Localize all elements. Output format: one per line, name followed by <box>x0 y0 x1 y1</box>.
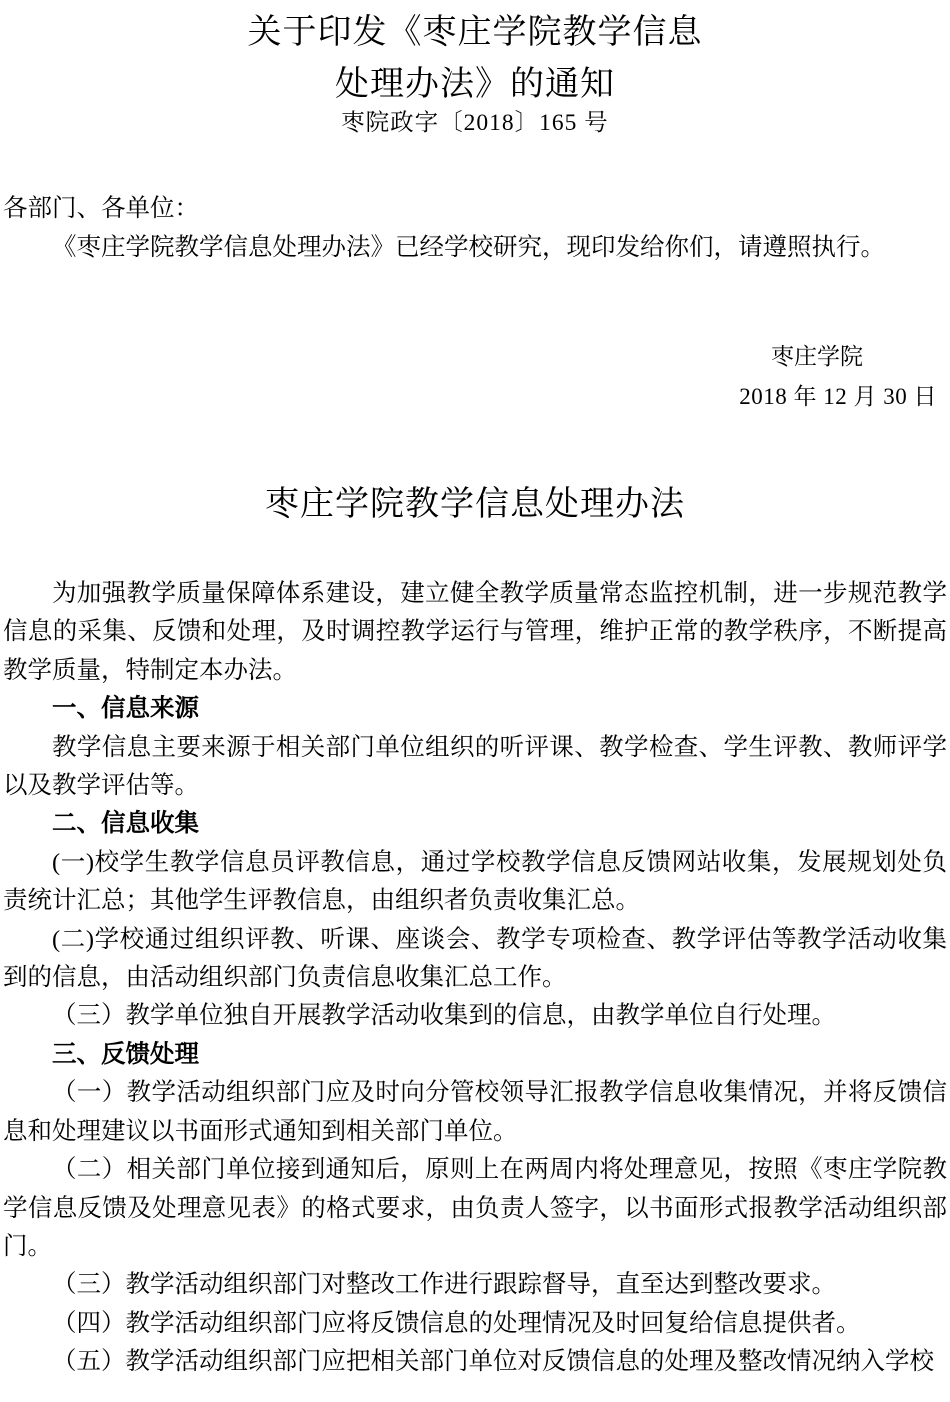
section-heading: 二、信息收集 <box>52 810 199 838</box>
notice-title-line2: 处理办法》的通知 <box>335 65 615 103</box>
body-paragraph: 为加强教学质量保障体系建设，建立健全教学质量常态监控机制，进一步规范教学信息的采集、反馈和处理，及时调控教学运行与管理，维护正常的教学秩序，不断提高教学质量，特制定本办法。 <box>3 580 947 684</box>
body-paragraph: （五）教学活动组织部门应把相关部门单位对反馈信息的处理及整改情况纳入学校 <box>52 1348 934 1376</box>
section-heading: 一、信息来源 <box>52 695 199 723</box>
body-paragraphs <box>3 575 947 1382</box>
body-paragraph: （二）相关部门单位接到通知后，原则上在两周内将处理意见，按照《枣庄学院教学信息反馈及处理意见表》的格式要求，由负责人签字，以书面形式报教学活动组织部门。 <box>3 1156 947 1260</box>
body-paragraph: (二)学校通过组织评教、听课、座谈会、教学专项检查、教学评估等教学活动收集到的信息，由活动组织部门负责信息收集汇总工作。 <box>3 925 947 992</box>
doc-number: 枣院政字〔2018〕165 号 <box>341 110 609 136</box>
body-paragraph: （四）教学活动组织部门应将反馈信息的处理情况及时回复给信息提供者。 <box>52 1309 861 1337</box>
signature-block <box>3 337 947 417</box>
body-paragraph: （三）教学单位独自开展教学活动收集到的信息，由教学单位自行处理。 <box>52 1002 836 1030</box>
notice-title <box>3 0 947 110</box>
salutation: 各部门、各单位： <box>3 195 199 222</box>
sign-date: 2018 年 12 月 30 日 <box>739 384 937 409</box>
notice-title-line1: 关于印发《枣庄学院教学信息 <box>247 13 703 51</box>
intro-paragraph: 《枣庄学院教学信息处理办法》已经学校研究，现印发给你们，请遵照执行。 <box>52 233 885 261</box>
body-paragraph: （三）教学活动组织部门对整改工作进行跟踪督导，直至达到整改要求。 <box>52 1271 836 1299</box>
section-heading: 三、反馈处理 <box>52 1040 199 1068</box>
body-paragraph: (一)校学生教学信息员评教信息，通过学校教学信息反馈网站收集，发展规划处负责统计汇总；其他学生评教信息，由组织者负责收集汇总。 <box>3 848 947 915</box>
body-paragraph: （一）教学活动组织部门应及时向分管校领导汇报教学信息收集情况，并将反馈信息和处理建议以书面形式通知到相关部门单位。 <box>3 1079 947 1145</box>
salutation-block <box>3 190 947 267</box>
regulation-title: 枣庄学院教学信息处理办法 <box>265 485 685 523</box>
signer-name: 枣庄学院 <box>771 344 863 369</box>
body-paragraph: 教学信息主要来源于相关部门单位组织的听评课、教学检查、学生评教、教师评学以及教学评估等。 <box>3 733 947 800</box>
